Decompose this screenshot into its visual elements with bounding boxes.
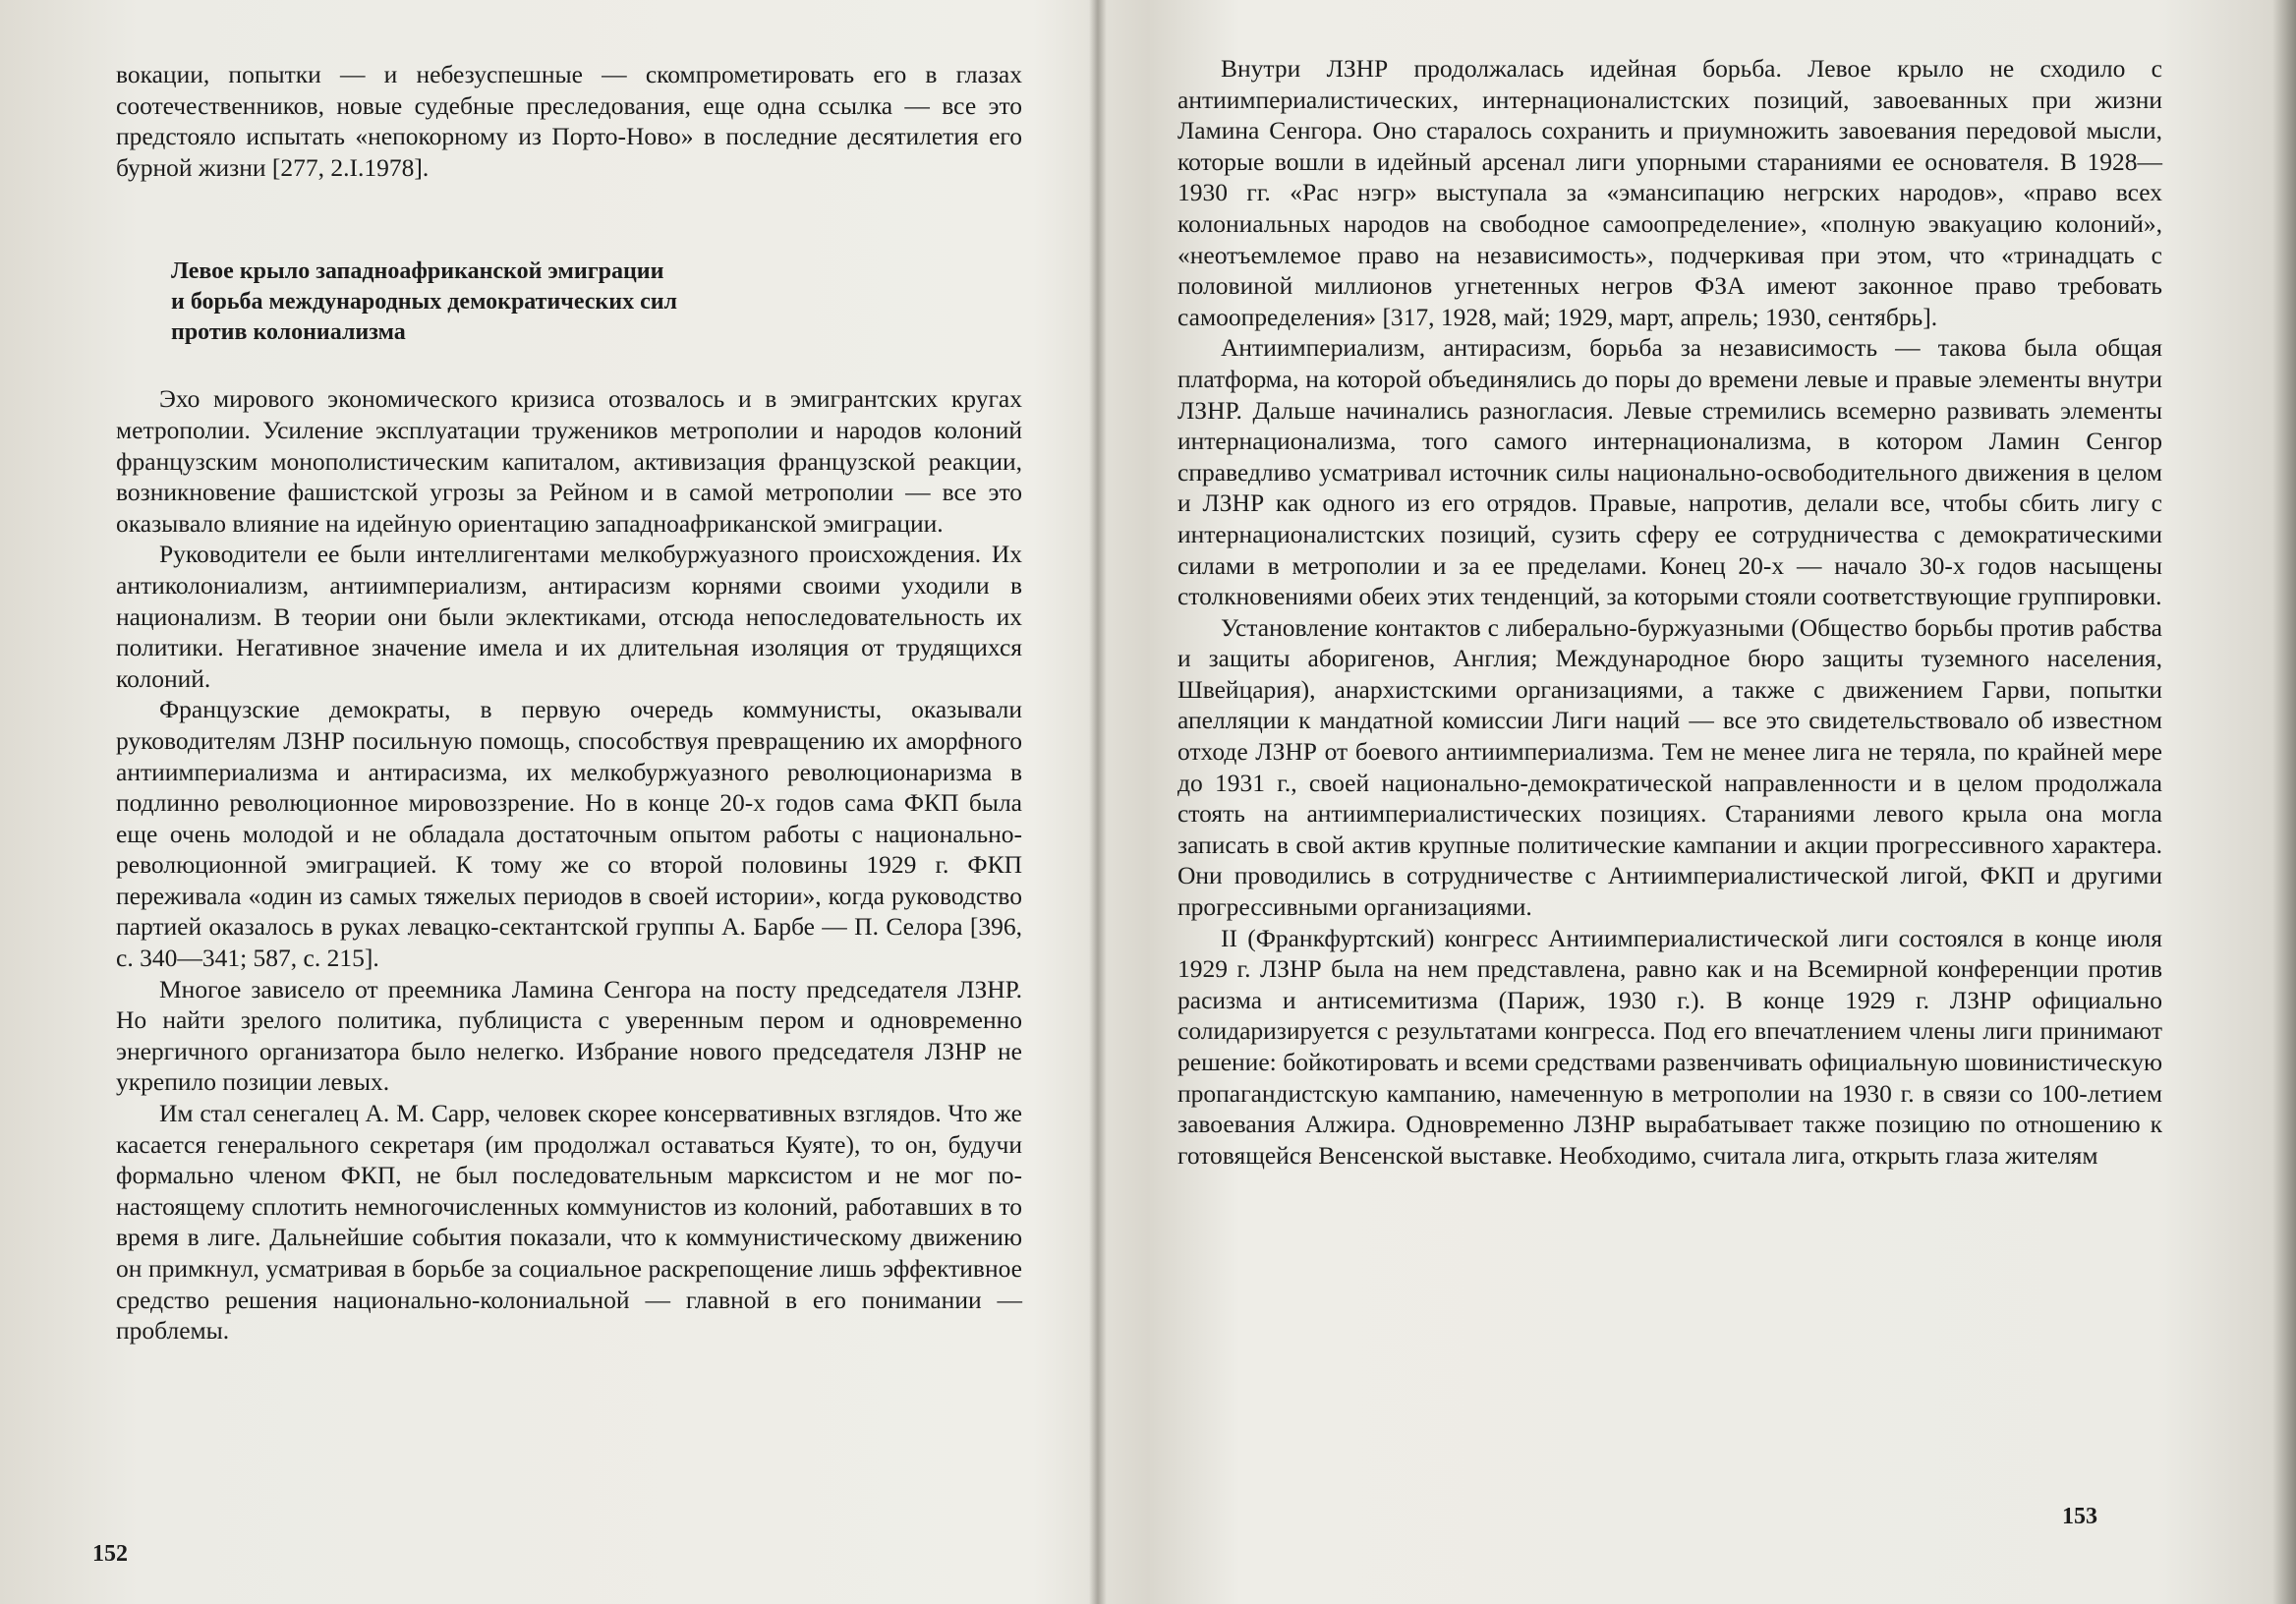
right-text-column bbox=[1177, 53, 2162, 1171]
body-paragraph: Внутри ЛЗНР продолжалась идейная борьба. Левое крыло не сходило с антиимпериалистических, интернационалистских позиций, завоеванных при жизни Ламина Сенгора. Оно старалось сохранить и приумножить завоевания передовой мысли, которые вошли в идейный арсенал лиги упорными стараниями ее основателя. В 1928—1930 гг. «Рас нэгр» выступала за «эмансипацию негрских народов», «право всех колониальных народов на свободное самоопределение», «полную эвакуацию колоний», «неотъемлемое право на независимость», подчеркивая при этом, что «тринадцать с половиной миллионов угнетенных негров ФЗА имеют законное право требовать самоопределения» [317, 1928, май; 1929, март, апрель; 1930, сентябрь]. bbox=[1177, 54, 2162, 331]
section-heading-line: и борьба международных демократических сил bbox=[171, 289, 678, 315]
opening-paragraph: вокации, попытки — и небезуспешные — скомпрометировать его в глазах соотечественников, новые судебные преследования, еще одна ссылка — все это предстояло испытать «непокорному из Порто-Ново» в последние десятилетия его бурной жизни [277, 2.I.1978]. bbox=[116, 60, 1022, 182]
book-gutter bbox=[1089, 0, 1107, 1604]
page-edge-shadow bbox=[2272, 0, 2296, 1604]
section-heading-line: Левое крыло западноафриканской эмиграции bbox=[171, 258, 664, 285]
page-number: 152 bbox=[92, 1541, 128, 1567]
left-text-column bbox=[116, 59, 1022, 1346]
left-page bbox=[0, 0, 1091, 1604]
right-page bbox=[1107, 0, 2272, 1604]
page-number: 153 bbox=[2062, 1504, 2097, 1529]
body-paragraph: Эхо мирового экономического кризиса отозвалось и в эмигрантских кругах метрополии. Усиление эксплуатации тружеников метрополии и народов колоний французским монополистическим капиталом, активизация французской реакции, возникновение фашистской угрозы за Рейном и в самой метрополии — все это оказывало влияние на идейную ориентацию западноафриканской эмиграции. bbox=[116, 384, 1022, 538]
body-paragraph: II (Франкфуртский) конгресс Антиимпериалистической лиги состоялся в конце июля 1929 г. ЛЗНР была на нем представлена, равно как и на Всемирной конференции против расизма и антисемитизма (Париж, 1930 г.). В конце 1929 г. ЛЗНР официально солидаризируется с результатами конгресса. Под его впечатлением члены лиги принимают решение: бойкотировать и всеми средствами развенчивать официальную шовинистическую пропагандистскую кампанию, намеченную в метрополии на 1930 г. в связи со 100-летием завоевания Алжира. Одновременно ЛЗНР вырабатывает также позицию по отношению к готовящейся Венсенской выставке. Необходимо, считала лига, открыть глаза жителям bbox=[1177, 923, 2162, 1170]
body-paragraph: Многое зависело от преемника Ламина Сенгора на посту председателя ЛЗНР. Но найти зрелого политика, публициста с уверенным пером и одновременно энергичного организатора было нелегко. Избрание нового председателя ЛЗНР не укрепило позиции левых. bbox=[116, 974, 1022, 1097]
body-paragraph: Антиимпериализм, антирасизм, борьба за независимость — такова была общая платформа, на которой объединялись до поры до времени левые и правые элементы внутри ЛЗНР. Дальше начинались разногласия. Левые стремились всемерно развивать элементы интернационализма, того самого интернационализма, в котором Ламин Сенгор справедливо усматривал источник силы национально-освободительного движения в целом и ЛЗНР как одного из его отрядов. Правые, напротив, делали все, чтобы сбить лигу с интернационалистских позиций, сузить сферу ее сотрудничества с демократическими силами в метрополии и за ее пределами. Конец 20-х — начало 30-х годов насыщены столкновениями обеих этих тенденций, за которыми стояли соответствующие группировки. bbox=[1177, 333, 2162, 611]
body-paragraph: Им стал сенегалец А. М. Сарр, человек скорее консервативных взглядов. Что же касается генерального секретаря (им продолжал оставаться Куяте), то он, будучи формально членом ФКП, не был последовательным марксистом и не мог по-настоящему сплотить немногочисленных коммунистов из колоний, работавших в то время в лиге. Дальнейшие события показали, что к коммунистическому движению он примкнул, усматривая в борьбе за социальное раскрепощение лишь эффективное средство решения национально-колониальной — главной в его понимании — проблемы. bbox=[116, 1099, 1022, 1346]
body-paragraph: Руководители ее были интеллигентами мелкобуржуазного происхождения. Их антиколониализм, антиимпериализм, антирасизм корнями своими уходили в национализм. В теории они были эклектиками, отсюда непоследовательность их политики. Негативное значение имела и их длительная изоляция от трудящихся колоний. bbox=[116, 540, 1022, 693]
section-heading-line: против колониализма bbox=[171, 319, 406, 346]
body-paragraph: Французские демократы, в первую очередь коммунисты, оказывали руководителям ЛЗНР посильную помощь, способствуя превращению их аморфного антиимпериализма и антирасизма, их мелкобуржуазного революционаризма в подлинно революционное мировоззрение. Но в конце 20-х годов сама ФКП была еще очень молодой и не обладала достаточным опытом работы с национально-революционной эмиграцией. К тому же со второй половины 1929 г. ФКП переживала «один из самых тяжелых периодов в своей истории», когда руководство партией оказалось в руках левацко-сектантской группы А. Барбе — П. Селора [396, с. 340—341; 587, с. 215]. bbox=[116, 695, 1022, 973]
section-heading bbox=[171, 257, 918, 348]
body-paragraph: Установление контактов с либерально-буржуазными (Общество борьбы против рабства и защиты аборигенов, Англия; Международное бюро защиты туземного населения, Швейцария), анархистскими организациями, а также с движением Гарви, попытки апелляции к мандатной комиссии Лиги наций — все это свидетельствовало об известном отходе ЛЗНР от боевого антиимпериализма. Тем не менее лига не теряла, по крайней мере до 1931 г., своей национально-демократической направленности и в целом продолжала стоять на антиимпериалистических позициях. Стараниями левого крыла она могла записать в свой актив крупные политические кампании и акции прогрессивного характера. Они проводились в сотрудничестве с Антиимпериалистической лигой, ФКП и другими прогрессивными организациями. bbox=[1177, 612, 2162, 922]
